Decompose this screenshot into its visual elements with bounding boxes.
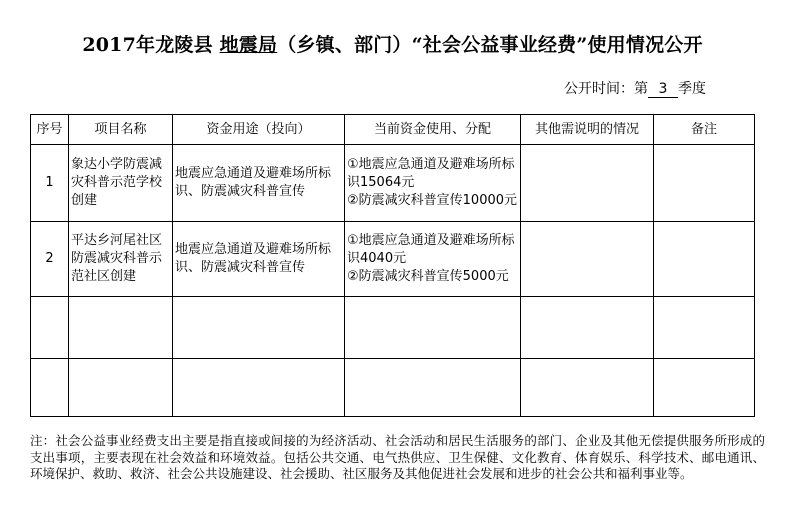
row-fund-purpose: 地震应急通道及避难场所标识、防震减灾科普宣传 [173,222,345,297]
empty-cell [173,297,345,359]
row-serial-no: 2 [31,222,69,297]
disclosure-period [564,78,706,98]
empty-cell [69,297,173,359]
header-serial-no: 序号 [31,115,69,145]
row-other-notes [521,222,654,297]
header-fund-allocation: 当前资金使用、分配 [345,115,521,145]
row-project-name: 象达小学防震减灾科普示范学校创建 [69,145,173,222]
header-remarks: 备注 [654,115,755,145]
row-fund-purpose: 地震应急通道及避难场所标识、防震减灾科普宣传 [173,145,345,222]
table-row-empty [31,297,755,359]
department-name: 地震局 [219,34,278,56]
empty-cell [31,297,69,359]
row-project-name: 平达乡河尾社区防震减灾科普示范社区创建 [69,222,173,297]
empty-cell [345,297,521,359]
row-fund-allocation [345,222,521,297]
row-serial-no: 1 [31,145,69,222]
page-title [0,30,785,57]
table-header-row [31,115,755,145]
table-row [31,222,755,297]
title-prefix: 2017年龙陵县 [82,34,220,56]
row-other-notes [521,145,654,222]
table-row-empty [31,359,755,417]
empty-cell [345,359,521,417]
period-unit: 季度 [678,81,706,97]
period-quarter: 3 [648,82,678,98]
header-project-name: 项目名称 [69,115,173,145]
allocation-item: ①地震应急通道及避难场所标识4040元 [347,233,515,266]
allocation-item: ②防震减灾科普宣传5000元 [347,269,509,284]
empty-cell [654,297,755,359]
row-fund-allocation [345,145,521,222]
footnote: 注：社会公益事业经费支出主要是指直接或间接的为经济活动、社会活动和居民生活服务的部门、企业及其他无偿提供服务所形成的支出事项，主要表现在社会效益和环境效益。包括公共交通、电气热供应、卫生保健、文化教育、体育娱乐、科学技术、邮电通讯、环境保护、救助、救济、社会公共设施建设、社会援助、社区服务及其他促进社会发展和进步的社会公共和福利事业等。 [30,433,765,481]
empty-cell [173,359,345,417]
header-fund-purpose: 资金用途（投向） [173,115,345,145]
empty-cell [521,297,654,359]
expense-table [30,114,755,417]
empty-cell [521,359,654,417]
row-remarks [654,145,755,222]
empty-cell [69,359,173,417]
header-other-notes: 其他需说明的情况 [521,115,654,145]
allocation-item: ①地震应急通道及避难场所标识15064元 [347,157,515,190]
period-label: 公开时间：第 [564,81,648,97]
table-row [31,145,755,222]
title-suffix: （乡镇、部门）“社会公益事业经费”使用情况公开 [277,34,703,56]
allocation-item: ②防震减灾科普宣传10000元 [347,193,518,208]
empty-cell [654,359,755,417]
empty-cell [31,359,69,417]
row-remarks [654,222,755,297]
